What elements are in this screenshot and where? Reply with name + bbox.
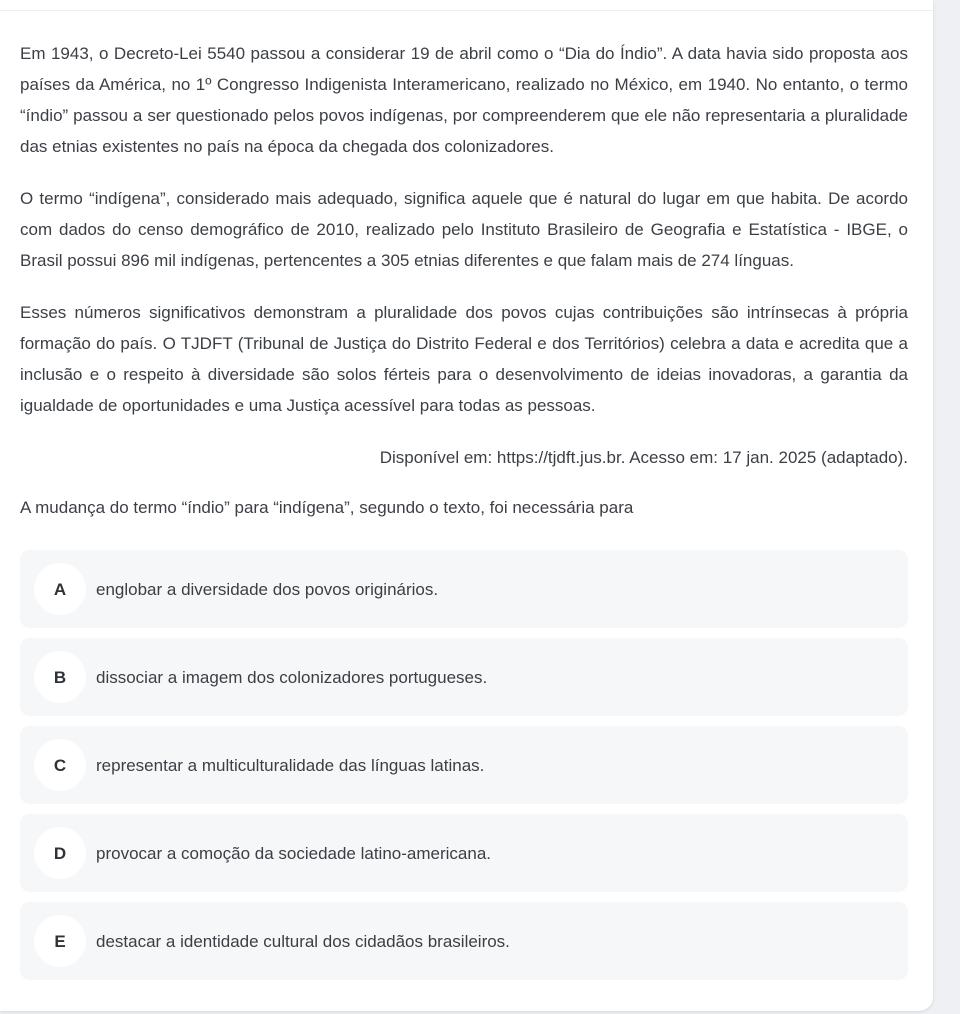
- passage-paragraph-2: O termo “indígena”, considerado mais adequado, significa aquele que é natural do lugar em que habita. De acordo com dados do censo demográfico de 2010, realizado pelo Instituto Brasileiro de Geografia e Estatística - IBGE, o Brasil possui 896 mil indígenas, pertencentes a 305 etnias diferentes e que falam mais de 274 línguas.: [20, 189, 908, 270]
- option-letter-b: B: [34, 651, 86, 703]
- option-text-b: dissociar a imagem dos colonizadores portugueses.: [96, 667, 488, 687]
- option-c[interactable]: [20, 726, 908, 804]
- option-d[interactable]: [20, 814, 908, 892]
- option-a[interactable]: [20, 550, 908, 628]
- option-letter-d: D: [34, 827, 86, 879]
- answer-options: [20, 550, 908, 980]
- option-letter-c: C: [34, 739, 86, 791]
- passage-paragraph-3: Esses números significativos demonstram a pluralidade dos povos cujas contribuições são intrínsecas à própria formação do país. O TJDFT (Tribunal de Justiça do Distrito Federal e dos Territórios) celebra a data e acredita que a inclusão e o respeito à diversidade são solos férteis para o desenvolvimento de ideias inovadoras, a garantia da igualdade de oportunidades e uma Justiça acessível para todas as pessoas.: [20, 303, 908, 415]
- question-prompt: A mudança do termo “índio” para “indígena”, segundo o texto, foi necessária para: [20, 498, 634, 517]
- question-content: [20, 38, 908, 980]
- option-text-e: destacar a identidade cultural dos cidadãos brasileiros.: [96, 931, 510, 951]
- option-letter-e: E: [34, 915, 86, 967]
- option-text-d: provocar a comoção da sociedade latino-americana.: [96, 843, 492, 863]
- option-text-c: representar a multiculturalidade das línguas latinas.: [96, 755, 485, 775]
- option-b[interactable]: [20, 638, 908, 716]
- passage-source: Disponível em: https://tjdft.jus.br. Acesso em: 17 jan. 2025 (adaptado).: [379, 448, 908, 467]
- top-divider: [0, 10, 933, 11]
- option-text-a: englobar a diversidade dos povos originários.: [96, 579, 439, 599]
- option-letter-a: A: [34, 563, 86, 615]
- passage-paragraph-1: Em 1943, o Decreto-Lei 5540 passou a considerar 19 de abril como o “Dia do Índio”. A data havia sido proposta aos países da América, no 1º Congresso Indigenista Interamericano, realizado no México, em 1940. No entanto, o termo “índio” passou a ser questionado pelos povos indígenas, por compreenderem que ele não representaria a pluralidade das etnias existentes no país na época da chegada dos colonizadores.: [20, 44, 908, 156]
- option-e[interactable]: [20, 902, 908, 980]
